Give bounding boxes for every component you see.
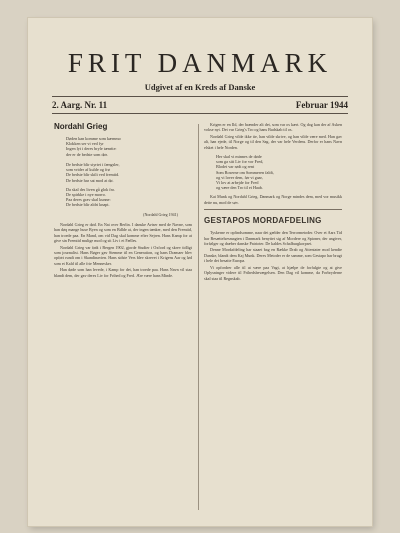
paragraph: Krigen er en Ild, der brænder alt det, som var os kært. Og dog kan der af Asken vokse nyt. Det var Grieg's Tro og hans Budskab til os. xyxy=(204,122,342,133)
column-divider xyxy=(198,124,199,510)
section-separator xyxy=(204,209,342,210)
masthead-subtitle: Udgivet af en Kreds af Danske xyxy=(144,82,256,92)
newspaper-page xyxy=(28,18,372,526)
poem-first: Døden kan komme som kærnmo Klokken ser vi ved fyr Ingen lyt i deres bryle tænrite: der er de bedste som dør. De bedste blir styrtet i fængsler, som vrider af kulde og frø De bedste blir skilt ved fremtid. De bedste har sat mod at dø. xyxy=(66,136,121,183)
poem-memorial: Her skal vi minnes de døde som ga sitt Liv for vor Fred, Blodet var rødt og rent Som Roserne om Sommeren faldt, og vi lover dem, før vi gaar, Vi lov at arbejde for Fred og være den Tro til et Haab. xyxy=(216,154,274,191)
right-column xyxy=(204,122,342,282)
header-rule-bottom xyxy=(52,113,348,114)
paragraph: Nordahl Grieg var født i Bergen 1902, gjorde Studier i Oxford og skrev tidligt som journalist. Hans Bøger gav Stemme til en Generation, og hans Dramaer blev opført rundt om i Skandinavien. Hans sidste Vers blev skrevet i Krigens Aar og lød som et Kald til alle frie Mennesker. xyxy=(54,244,192,266)
issue-number: 2. Aarg. Nr. 11 xyxy=(52,100,108,110)
closing-paragraph: Kai Munk og Nordahl Grieg, Danmark og Norge mindes dem, med vor musikk dette nu, mod de søv. xyxy=(204,194,342,205)
poem-attribution: (Nordahl Grieg 1941) xyxy=(143,211,178,217)
paragraph: Han døde som han levede, i Kamp for det, han troede paa. Hans Navn vil staa blandt dem, der gav deres Liv for Frihed og Fred. Ære være hans Minde. xyxy=(54,267,192,278)
left-column xyxy=(54,122,192,279)
paragraph: Nordahl Grieg vilde ikke tie, han vilde skrive, og han vilde være med. Han gav alt, han ejede, til Norge og til den Sag, der var hele Verdens. Derfor er hans Navn elsket i hele Norden. xyxy=(204,133,342,150)
section-title-gestapo: GESTAPOS MORDAFDELING xyxy=(204,216,322,226)
masthead-title: FRIT DANMARK xyxy=(67,48,333,78)
poem-second: Da skal des liven gå glok fro. De spirkke i nye morro. Paa deres grav skal kunne: De bedste blir aldri knapt. xyxy=(66,186,116,208)
paragraph: Nordahl Grieg er død. En Nat over Berlin. I danske Aviser med de Navne, som han døq mange huse Byen og som en Bdlde at, der ingen tænker, med den Fremtid, han troede paa. En Mand, om vid Dag skal komme efter Sejren. Hans Kamp for at give sin Fremtid mulige mod og sit Liv i et Fælles. xyxy=(54,222,192,244)
paragraph: Tyskerne er opfindsomme, naar det gælder den Terrormetoder. Over et Aars Tid har Besættelsesmagten i Danmark benyttet sig af Mordere og Spioner, der angiver, forfølger og dræber danske Patrioter. De kaldes Schalburgkorpset. xyxy=(204,230,342,247)
header-rule-top xyxy=(52,96,348,97)
paragraph: Denne Mordafdeling har staaet bag en Række Drab og Attentater mod kendte Danske, blandt dem Kaj Munk. Deres Metoder er de samme, som Gestapo har brugt i hele det besatte Europa. xyxy=(204,247,342,264)
paragraph: Vi opfordrer alle til at være paa Vagt, at hjælpe de forfulgte og at give Oplysninger videre til Frihedsbevægelsen. Den Dag vil komme, da Forbryderne skal staa til Regnskab. xyxy=(204,264,342,281)
article-title-grieg: Nordahl Grieg xyxy=(54,122,108,131)
issue-date: Februar 1944 xyxy=(295,100,348,110)
